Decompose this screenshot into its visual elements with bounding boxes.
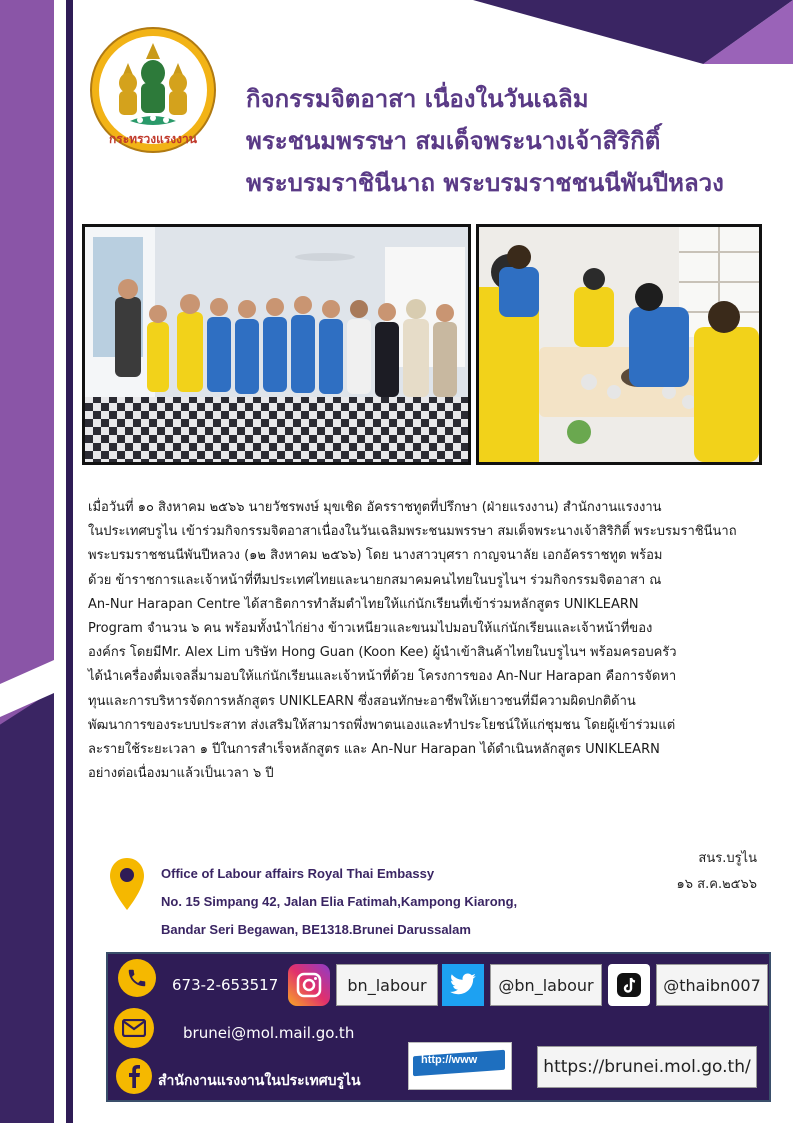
office-address — [161, 860, 517, 944]
cooking-activity-photo — [476, 224, 762, 465]
body-line: อย่างต่อเนื่องมาแล้วเป็นเวลา ๖ ปี — [88, 766, 274, 782]
body-line: Program จำนวน ๖ คน พร้อมทั้งนำไก่ย่าง ข้าวเหนียวและขนมไปมอบให้แก่นักเรียนและเจ้าหน้าที่ของ — [88, 621, 653, 637]
body-line: ทุนและการบริหารจัดการหลักสูตร UNIKLEARN ซึ่งสอนทักษะอาชีพให้เยาวชนที่มีความผิดปกติด้าน — [88, 693, 636, 709]
title-line-1: กิจกรรมจิตอาสา เนื่องในวันเฉลิม — [246, 85, 589, 113]
url-graphic-text: http://www — [421, 1054, 478, 1066]
email-address[interactable]: brunei@mol.mail.go.th — [183, 1024, 355, 1042]
body-line: พัฒนาการของระบบประสาท ส่งเสริมให้สามารถพึ่งพาตนเองและทำประโยชน์ให้แก่ชุมชน โดยผู้เข้าร่วมแต่ — [88, 717, 676, 733]
address-line-2: No. 15 Simpang 42, Jalan Elia Fatimah,Kampong Kiarong, — [161, 894, 518, 909]
body-line: ด้วย ข้าราชการและเจ้าหน้าที่ทีมประเทศไทยและนายกสมาคมคนไทยในบรูไนฯ ร่วมกิจกรรมจิตอาสา ณ — [88, 572, 662, 588]
body-line: องค์กร โดยมีMr. Alex Lim บริษัท Hong Guan (Koon Kee) ผู้นำเข้าสินค้าไทยในบรูไนฯ พร้อมครอบครัว — [88, 645, 677, 661]
logo-caption: กระทรวงแรงงาน — [109, 132, 197, 146]
contact-panel — [106, 952, 771, 1102]
facebook-icon[interactable] — [116, 1058, 152, 1094]
body-line: พระบรมราชชนนีพันปีหลวง (๑๒ สิงหาคม ๒๕๖๖) โดย นางสาวบุศรา กาญจนาลัย เอกอัครราชทูต พร้อม — [88, 548, 663, 564]
article-body — [88, 496, 760, 786]
tiktok-icon[interactable] — [608, 964, 650, 1006]
email-icon — [114, 1008, 154, 1048]
website-link[interactable]: https://brunei.mol.go.th/ — [537, 1046, 757, 1088]
page-title — [246, 78, 786, 204]
instagram-icon[interactable] — [288, 964, 330, 1006]
signoff-org: สนร.บรูไน — [698, 851, 757, 866]
signoff-date: ๑๖ ส.ค.๒๕๖๖ — [676, 877, 757, 892]
title-line-2: พระชนมพรรษา สมเด็จพระนางเจ้าสิริกิติ์ — [246, 127, 661, 155]
body-line: ได้นำเครื่องดื่มเจลลี่มามอบให้แก่นักเรียนและเจ้าหน้าที่ด้วย โครงการของ An-Nur Harapan คือการจัดหา — [88, 669, 677, 685]
address-line-3: Bandar Seri Begawan, BE1318.Brunei Darussalam — [161, 922, 471, 937]
twitter-handle[interactable]: @bn_labour — [490, 964, 602, 1006]
body-line: An-Nur Harapan Centre ได้สาธิตการทำส้มตำไทยให้แก่นักเรียนที่เข้าร่วมหลักสูตร UNIKLEARN — [88, 596, 639, 612]
signoff — [677, 846, 757, 898]
title-line-3: พระบรมราชินีนาถ พระบรมราชชนนีพันปีหลวง — [246, 169, 724, 197]
facebook-page-name[interactable]: สำนักงานแรงงานในประเทศบรูไน — [158, 1073, 361, 1089]
group-photo — [82, 224, 471, 465]
browser-url-graphic — [408, 1042, 512, 1090]
body-line: ในประเทศบรูไน เข้าร่วมกิจกรรมจิตอาสาเนื่องในวันเฉลิมพระชนมพรรษา สมเด็จพระนางเจ้าสิริกิติ์ พระบรมราชินีนาถ — [88, 524, 737, 540]
left-decor-thin-bar — [66, 0, 73, 1123]
ministry-logo — [88, 25, 218, 155]
phone-number[interactable]: 673-2-653517 — [172, 976, 279, 994]
body-line: ละรายใช้ระยะเวลา ๑ ปีในการสำเร็จหลักสูตร และ An-Nur Harapan ได้ดำเนินหลักสูตร UNIKLEARN — [88, 742, 660, 758]
tiktok-handle[interactable]: @thaibn007 — [656, 964, 768, 1006]
body-line: เมื่อวันที่ ๑๐ สิงหาคม ๒๕๖๖ นายวัชรพงษ์ มุขเชิด อัครราชทูตที่ปรึกษา (ฝ่ายแรงงาน) สำนักงานแรงงาน — [88, 500, 662, 515]
twitter-icon[interactable] — [442, 964, 484, 1006]
phone-icon — [118, 959, 156, 997]
location-pin-icon — [110, 858, 144, 910]
address-line-1: Office of Labour affairs Royal Thai Embassy — [161, 866, 435, 881]
left-decor-dark — [0, 690, 54, 1123]
instagram-handle[interactable]: bn_labour — [336, 964, 438, 1006]
ministry-of-labour-emblem-icon — [88, 25, 218, 155]
